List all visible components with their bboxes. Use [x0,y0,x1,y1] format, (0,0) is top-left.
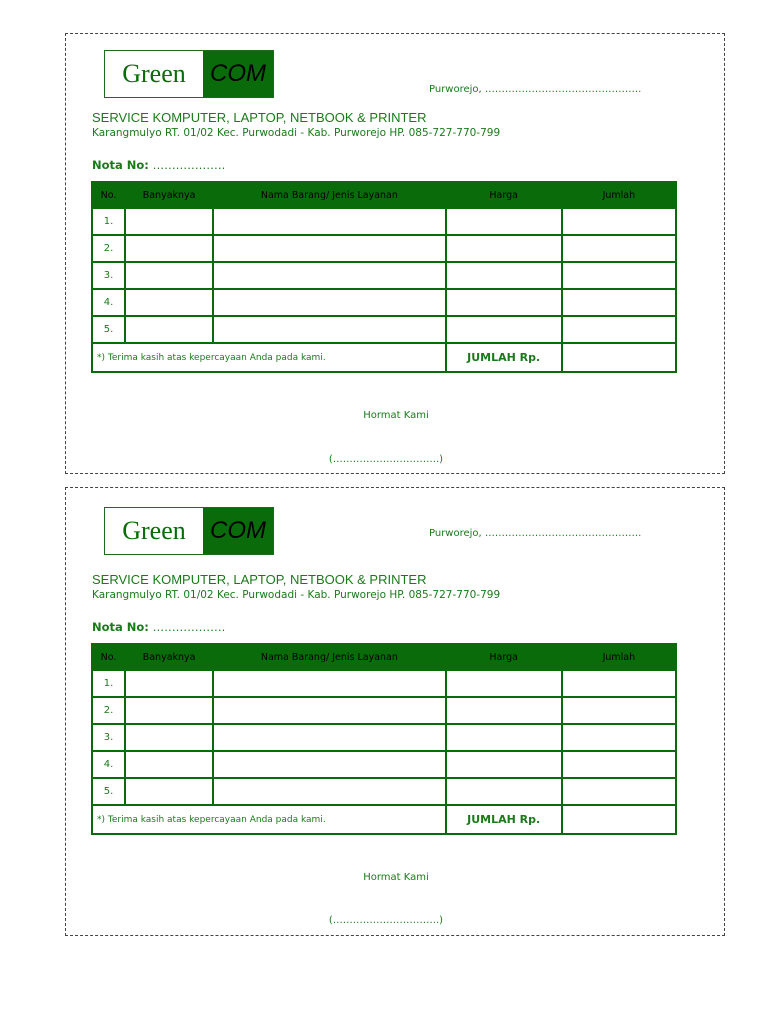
company-name: SERVICE KOMPUTER, LAPTOP, NETBOOK & PRINTER [92,572,427,587]
greencom-logo [104,507,274,555]
amount-cell[interactable] [562,316,676,343]
total-amount-cell[interactable] [562,343,676,372]
qty-cell[interactable] [125,751,213,778]
table-row [92,751,676,778]
total-amount-cell[interactable] [562,805,676,834]
row-number: 2. [92,697,125,724]
nota-dots: ………………. [148,620,226,634]
item-name-cell[interactable] [213,208,445,235]
item-name-cell[interactable] [213,235,445,262]
table-header-row [92,182,676,208]
price-cell[interactable] [446,235,562,262]
place-date: Purworejo, ……………………………………….. [429,528,642,539]
table-row [92,697,676,724]
thank-you-note: *) Terima kasih atas kepercayaan Anda pada kami. [92,805,446,834]
nota-number [92,158,225,172]
item-name-cell[interactable] [213,670,445,697]
qty-cell[interactable] [125,262,213,289]
price-cell[interactable] [446,316,562,343]
item-name-cell[interactable] [213,316,445,343]
table-row [92,235,676,262]
hormat-kami: Hormat Kami [363,872,429,883]
row-number: 5. [92,316,125,343]
col-header-no: No. [92,182,125,208]
item-name-cell[interactable] [213,262,445,289]
qty-cell[interactable] [125,235,213,262]
table-row [92,208,676,235]
price-cell[interactable] [446,262,562,289]
row-number: 4. [92,751,125,778]
col-header-jumlah: Jumlah [562,182,676,208]
item-name-cell[interactable] [213,724,445,751]
logo-green-text: Green [122,516,186,545]
col-header-harga: Harga [446,182,562,208]
price-cell[interactable] [446,697,562,724]
signature-line: (…………………………..) [328,915,444,926]
items-table [91,181,677,373]
qty-cell[interactable] [125,697,213,724]
table-total-row [92,805,676,834]
table-row [92,262,676,289]
price-cell[interactable] [446,208,562,235]
total-label: JUMLAH Rp. [446,343,562,372]
amount-cell[interactable] [562,235,676,262]
col-header-no: No. [92,644,125,670]
price-cell[interactable] [446,724,562,751]
qty-cell[interactable] [125,670,213,697]
company-name: SERVICE KOMPUTER, LAPTOP, NETBOOK & PRINTER [92,110,427,125]
col-header-harga: Harga [446,644,562,670]
nota-label: Nota No: [92,620,149,634]
item-name-cell[interactable] [213,289,445,316]
row-number: 3. [92,724,125,751]
qty-cell[interactable] [125,289,213,316]
table-row [92,724,676,751]
total-label: JUMLAH Rp. [446,805,562,834]
row-number: 1. [92,208,125,235]
logo-green-text: Green [122,59,186,88]
amount-cell[interactable] [562,778,676,805]
row-number: 1. [92,670,125,697]
receipt-slip-1 [65,33,725,474]
price-cell[interactable] [446,778,562,805]
row-number: 4. [92,289,125,316]
amount-cell[interactable] [562,697,676,724]
price-cell[interactable] [446,289,562,316]
table-row [92,778,676,805]
row-number: 2. [92,235,125,262]
logo-com-text: COM [203,508,273,554]
col-header-nama-barang: Nama Barang/ Jenis Layanan [213,644,445,670]
hormat-kami: Hormat Kami [363,410,429,421]
price-cell[interactable] [446,751,562,778]
row-number: 3. [92,262,125,289]
nota-dots: ………………. [148,158,226,172]
price-cell[interactable] [446,670,562,697]
qty-cell[interactable] [125,724,213,751]
receipt-slip-2 [65,487,725,936]
amount-cell[interactable] [562,751,676,778]
item-name-cell[interactable] [213,751,445,778]
table-total-row [92,343,676,372]
table-row [92,289,676,316]
col-header-banyaknya: Banyaknya [125,182,213,208]
amount-cell[interactable] [562,724,676,751]
logo-com-text: COM [203,51,273,97]
thank-you-note: *) Terima kasih atas kepercayaan Anda pada kami. [92,343,446,372]
col-header-banyaknya: Banyaknya [125,644,213,670]
nota-number [92,620,225,634]
qty-cell[interactable] [125,316,213,343]
nota-label: Nota No: [92,158,149,172]
table-row [92,316,676,343]
item-name-cell[interactable] [213,697,445,724]
table-header-row [92,644,676,670]
amount-cell[interactable] [562,208,676,235]
qty-cell[interactable] [125,208,213,235]
place-date: Purworejo, ……………………………………….. [429,84,642,95]
signature-line: (…………………………..) [328,454,444,465]
qty-cell[interactable] [125,778,213,805]
col-header-nama-barang: Nama Barang/ Jenis Layanan [213,182,445,208]
table-row [92,670,676,697]
items-table [91,643,677,835]
col-header-jumlah: Jumlah [562,644,676,670]
row-number: 5. [92,778,125,805]
greencom-logo [104,50,274,98]
amount-cell[interactable] [562,289,676,316]
amount-cell[interactable] [562,262,676,289]
item-name-cell[interactable] [213,778,445,805]
company-address: Karangmulyo RT. 01/02 Kec. Purwodadi - Kab. Purworejo HP. 085-727-770-799 [92,589,501,601]
company-address: Karangmulyo RT. 01/02 Kec. Purwodadi - Kab. Purworejo HP. 085-727-770-799 [92,127,501,139]
amount-cell[interactable] [562,670,676,697]
